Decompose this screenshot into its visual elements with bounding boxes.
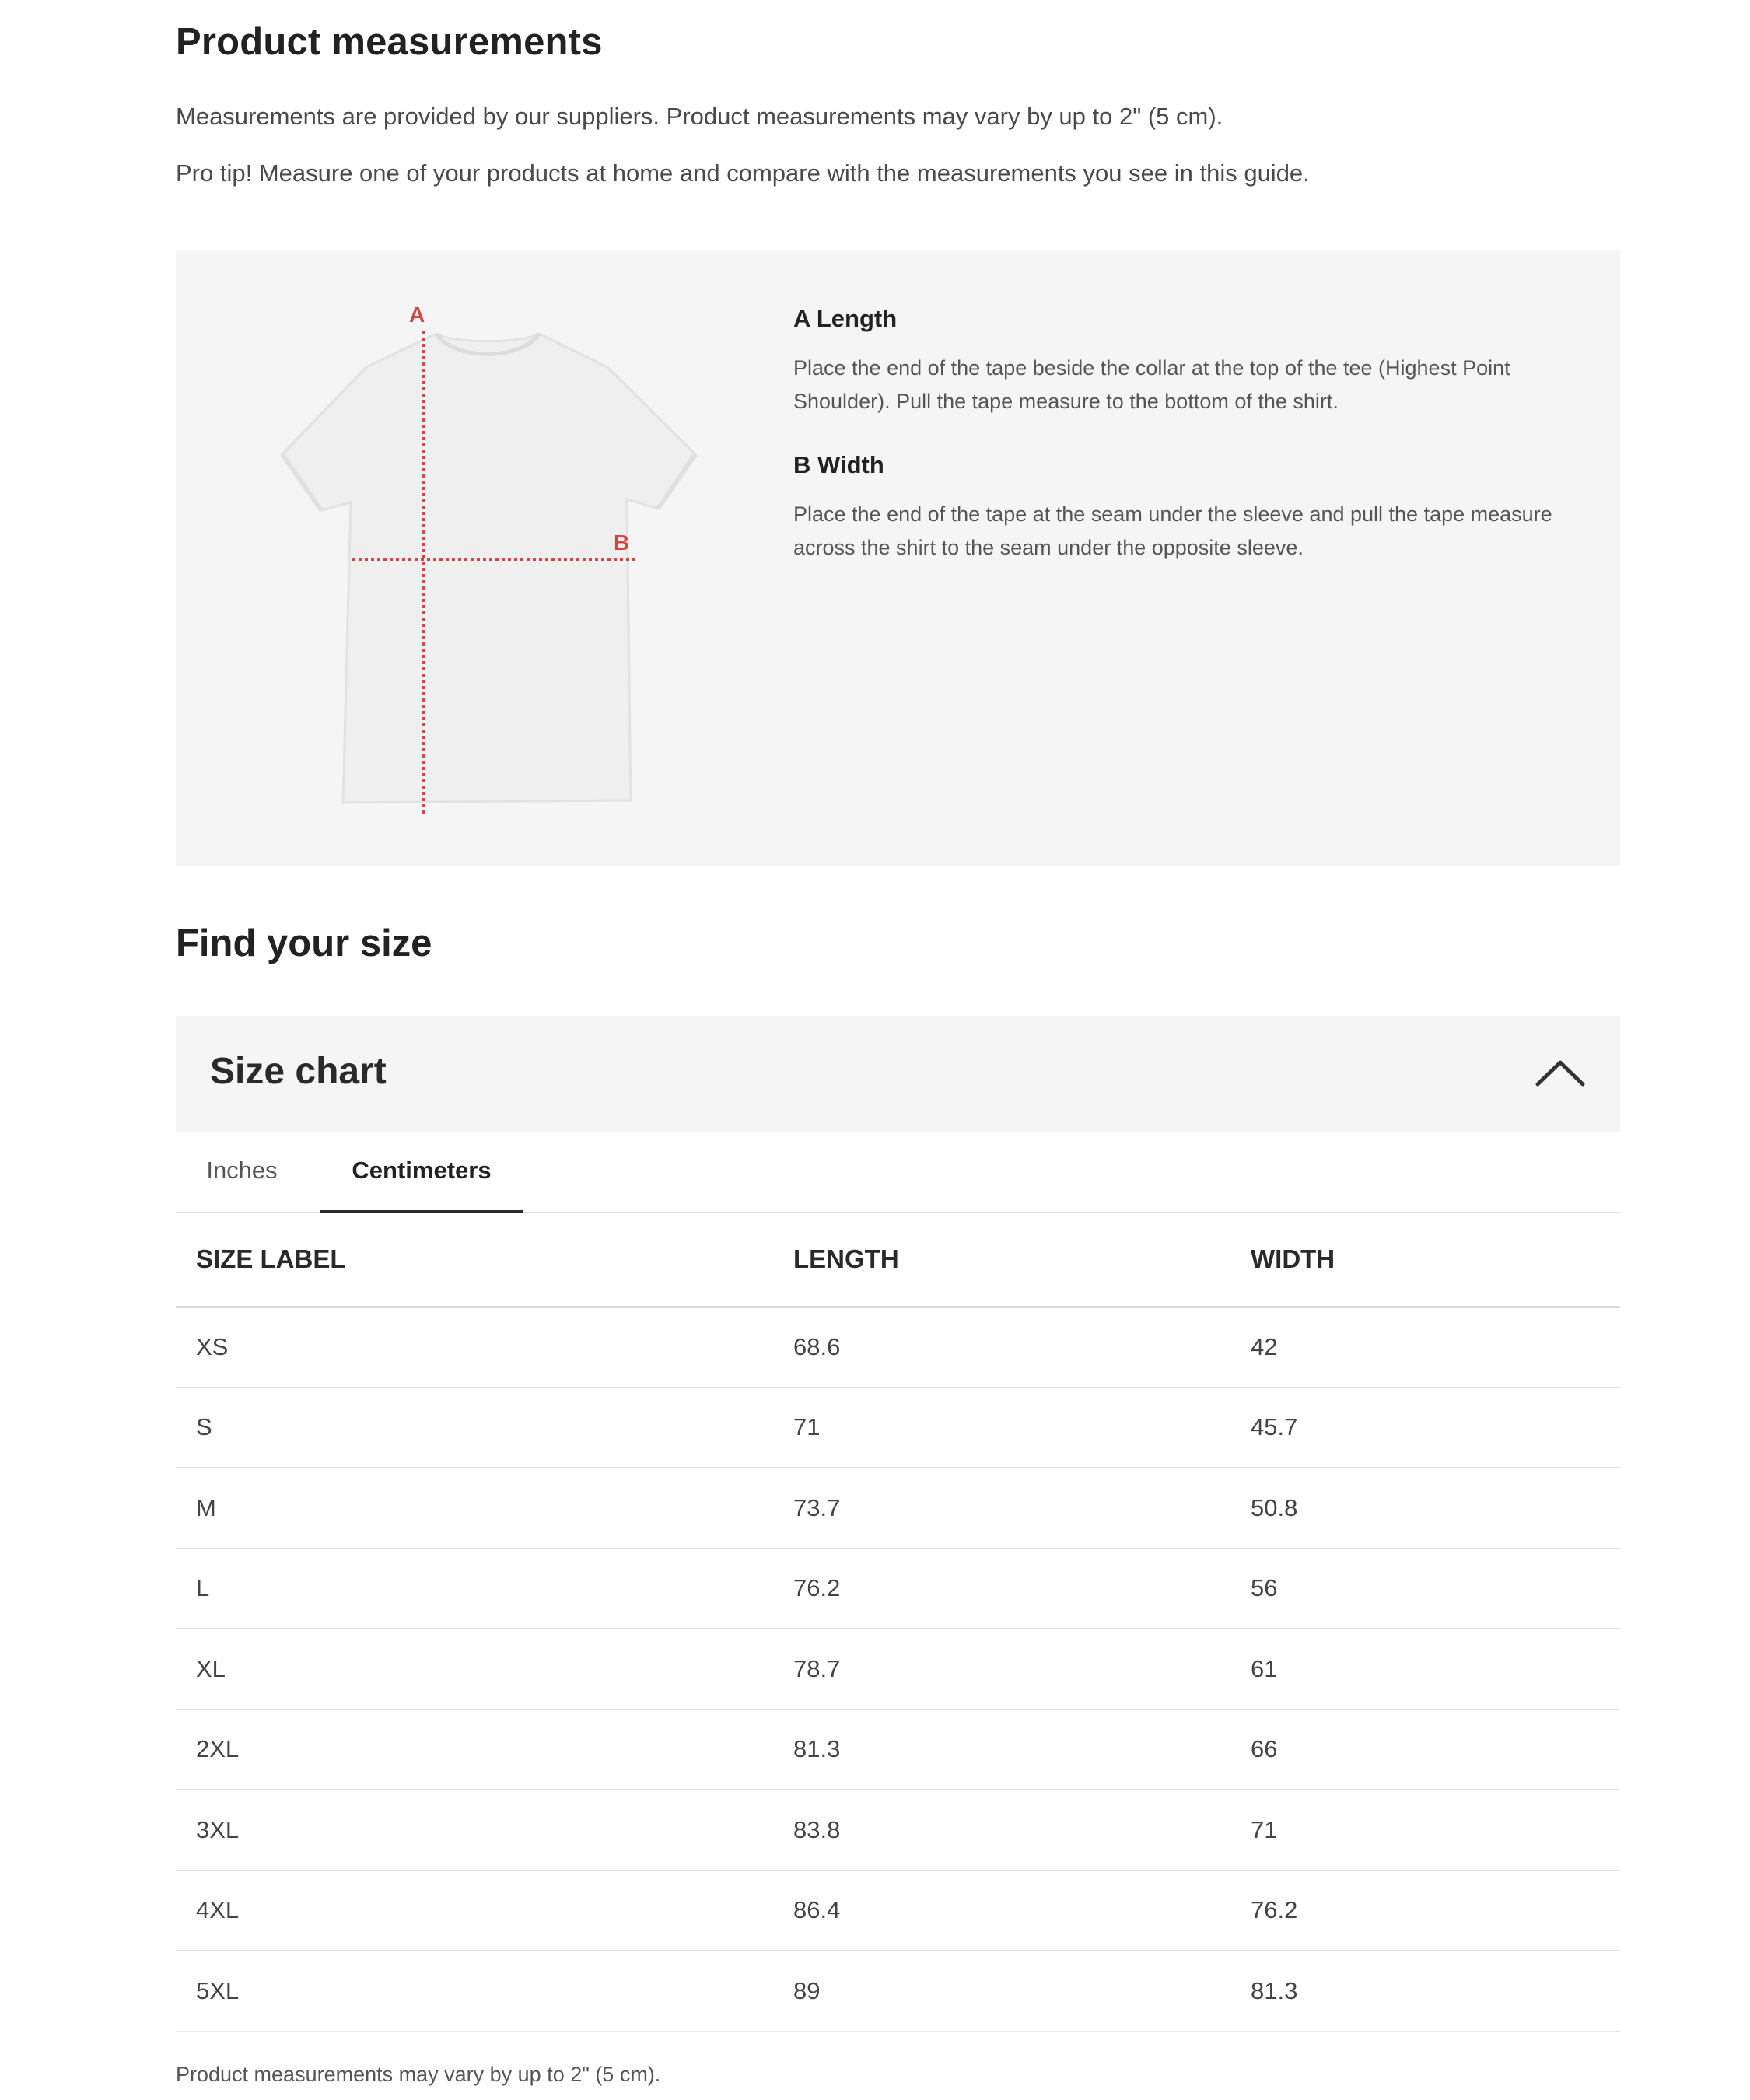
length-cell: 76.2 [773, 1549, 1230, 1629]
table-header-row [176, 1213, 1620, 1307]
page-title: Product measurements [176, 21, 603, 63]
size-label-cell: S [176, 1388, 773, 1468]
size-label-cell: 5XL [176, 1951, 773, 2032]
width-cell: 50.8 [1230, 1468, 1620, 1549]
measurement-instructions [793, 305, 1579, 597]
length-cell: 81.3 [773, 1710, 1230, 1790]
length-cell: 68.6 [773, 1307, 1230, 1388]
length-cell: 71 [773, 1388, 1230, 1468]
size-label-cell: 2XL [176, 1710, 773, 1790]
width-description: Place the end of the tape at the seam under the sleeve and pull the tape measure across the shirt to the seam under the opposite sleeve. [793, 502, 1552, 559]
table-row [176, 1629, 1620, 1710]
tab-inches[interactable]: Inches [206, 1157, 278, 1184]
size-label-cell: 4XL [176, 1871, 773, 1951]
size-label-cell: L [176, 1549, 773, 1629]
table-row [176, 1710, 1620, 1790]
width-cell: 61 [1230, 1629, 1620, 1710]
table-row [176, 1468, 1620, 1549]
chevron-up-icon[interactable] [1533, 1053, 1587, 1092]
width-cell: 42 [1230, 1307, 1620, 1388]
table-row [176, 1790, 1620, 1871]
size-chart-title: Size chart [210, 1051, 387, 1092]
marker-a: A [409, 303, 425, 327]
size-label-cell: M [176, 1468, 773, 1549]
marker-b: B [614, 530, 630, 555]
table-row [176, 1307, 1620, 1388]
table-row [176, 1871, 1620, 1951]
length-heading: A Length [793, 305, 898, 332]
length-cell: 86.4 [773, 1871, 1230, 1951]
size-label-cell: XS [176, 1307, 773, 1388]
table-row [176, 1549, 1620, 1629]
width-cell: 45.7 [1230, 1388, 1620, 1468]
width-cell: 81.3 [1230, 1951, 1620, 2032]
table-row [176, 1951, 1620, 2032]
size-label-cell: XL [176, 1629, 773, 1710]
width-heading: B Width [793, 451, 884, 478]
length-cell: 89 [773, 1951, 1230, 2032]
footnote: Product measurements may vary by up to 2" (5 cm). [176, 2063, 661, 2086]
width-cell: 66 [1230, 1710, 1620, 1790]
length-cell: 83.8 [773, 1790, 1230, 1871]
size-table [176, 1213, 1620, 2032]
column-header-length: LENGTH [773, 1213, 1230, 1307]
tab-centimeters[interactable]: Centimeters [320, 1132, 523, 1213]
column-header-width: WIDTH [1230, 1213, 1620, 1307]
find-your-size-title: Find your size [176, 922, 432, 964]
width-cell: 71 [1230, 1790, 1620, 1871]
width-cell: 76.2 [1230, 1871, 1620, 1951]
length-description: Place the end of the tape beside the collar at the top of the tee (Highest Point Shoulder). Pull the tape measure to the bottom of the shirt. [793, 356, 1510, 413]
length-cell: 73.7 [773, 1468, 1230, 1549]
intro-text-suppliers: Measurements are provided by our suppliers. Product measurements may vary by up to 2" (5 cm). [176, 103, 1223, 130]
length-cell: 78.7 [773, 1629, 1230, 1710]
table-row [176, 1388, 1620, 1468]
intro-text-pro-tip: Pro tip! Measure one of your products at home and compare with the measurements you see in this guide. [176, 159, 1310, 187]
size-label-cell: 3XL [176, 1790, 773, 1871]
column-header-size-label: SIZE LABEL [176, 1213, 773, 1307]
measurement-guide-panel [176, 250, 1620, 866]
size-chart-accordion-header[interactable] [176, 1016, 1620, 1132]
unit-tabs [176, 1132, 1620, 1213]
width-cell: 56 [1230, 1549, 1620, 1629]
tshirt-illustration [250, 299, 747, 816]
tshirt-shape [282, 334, 695, 803]
